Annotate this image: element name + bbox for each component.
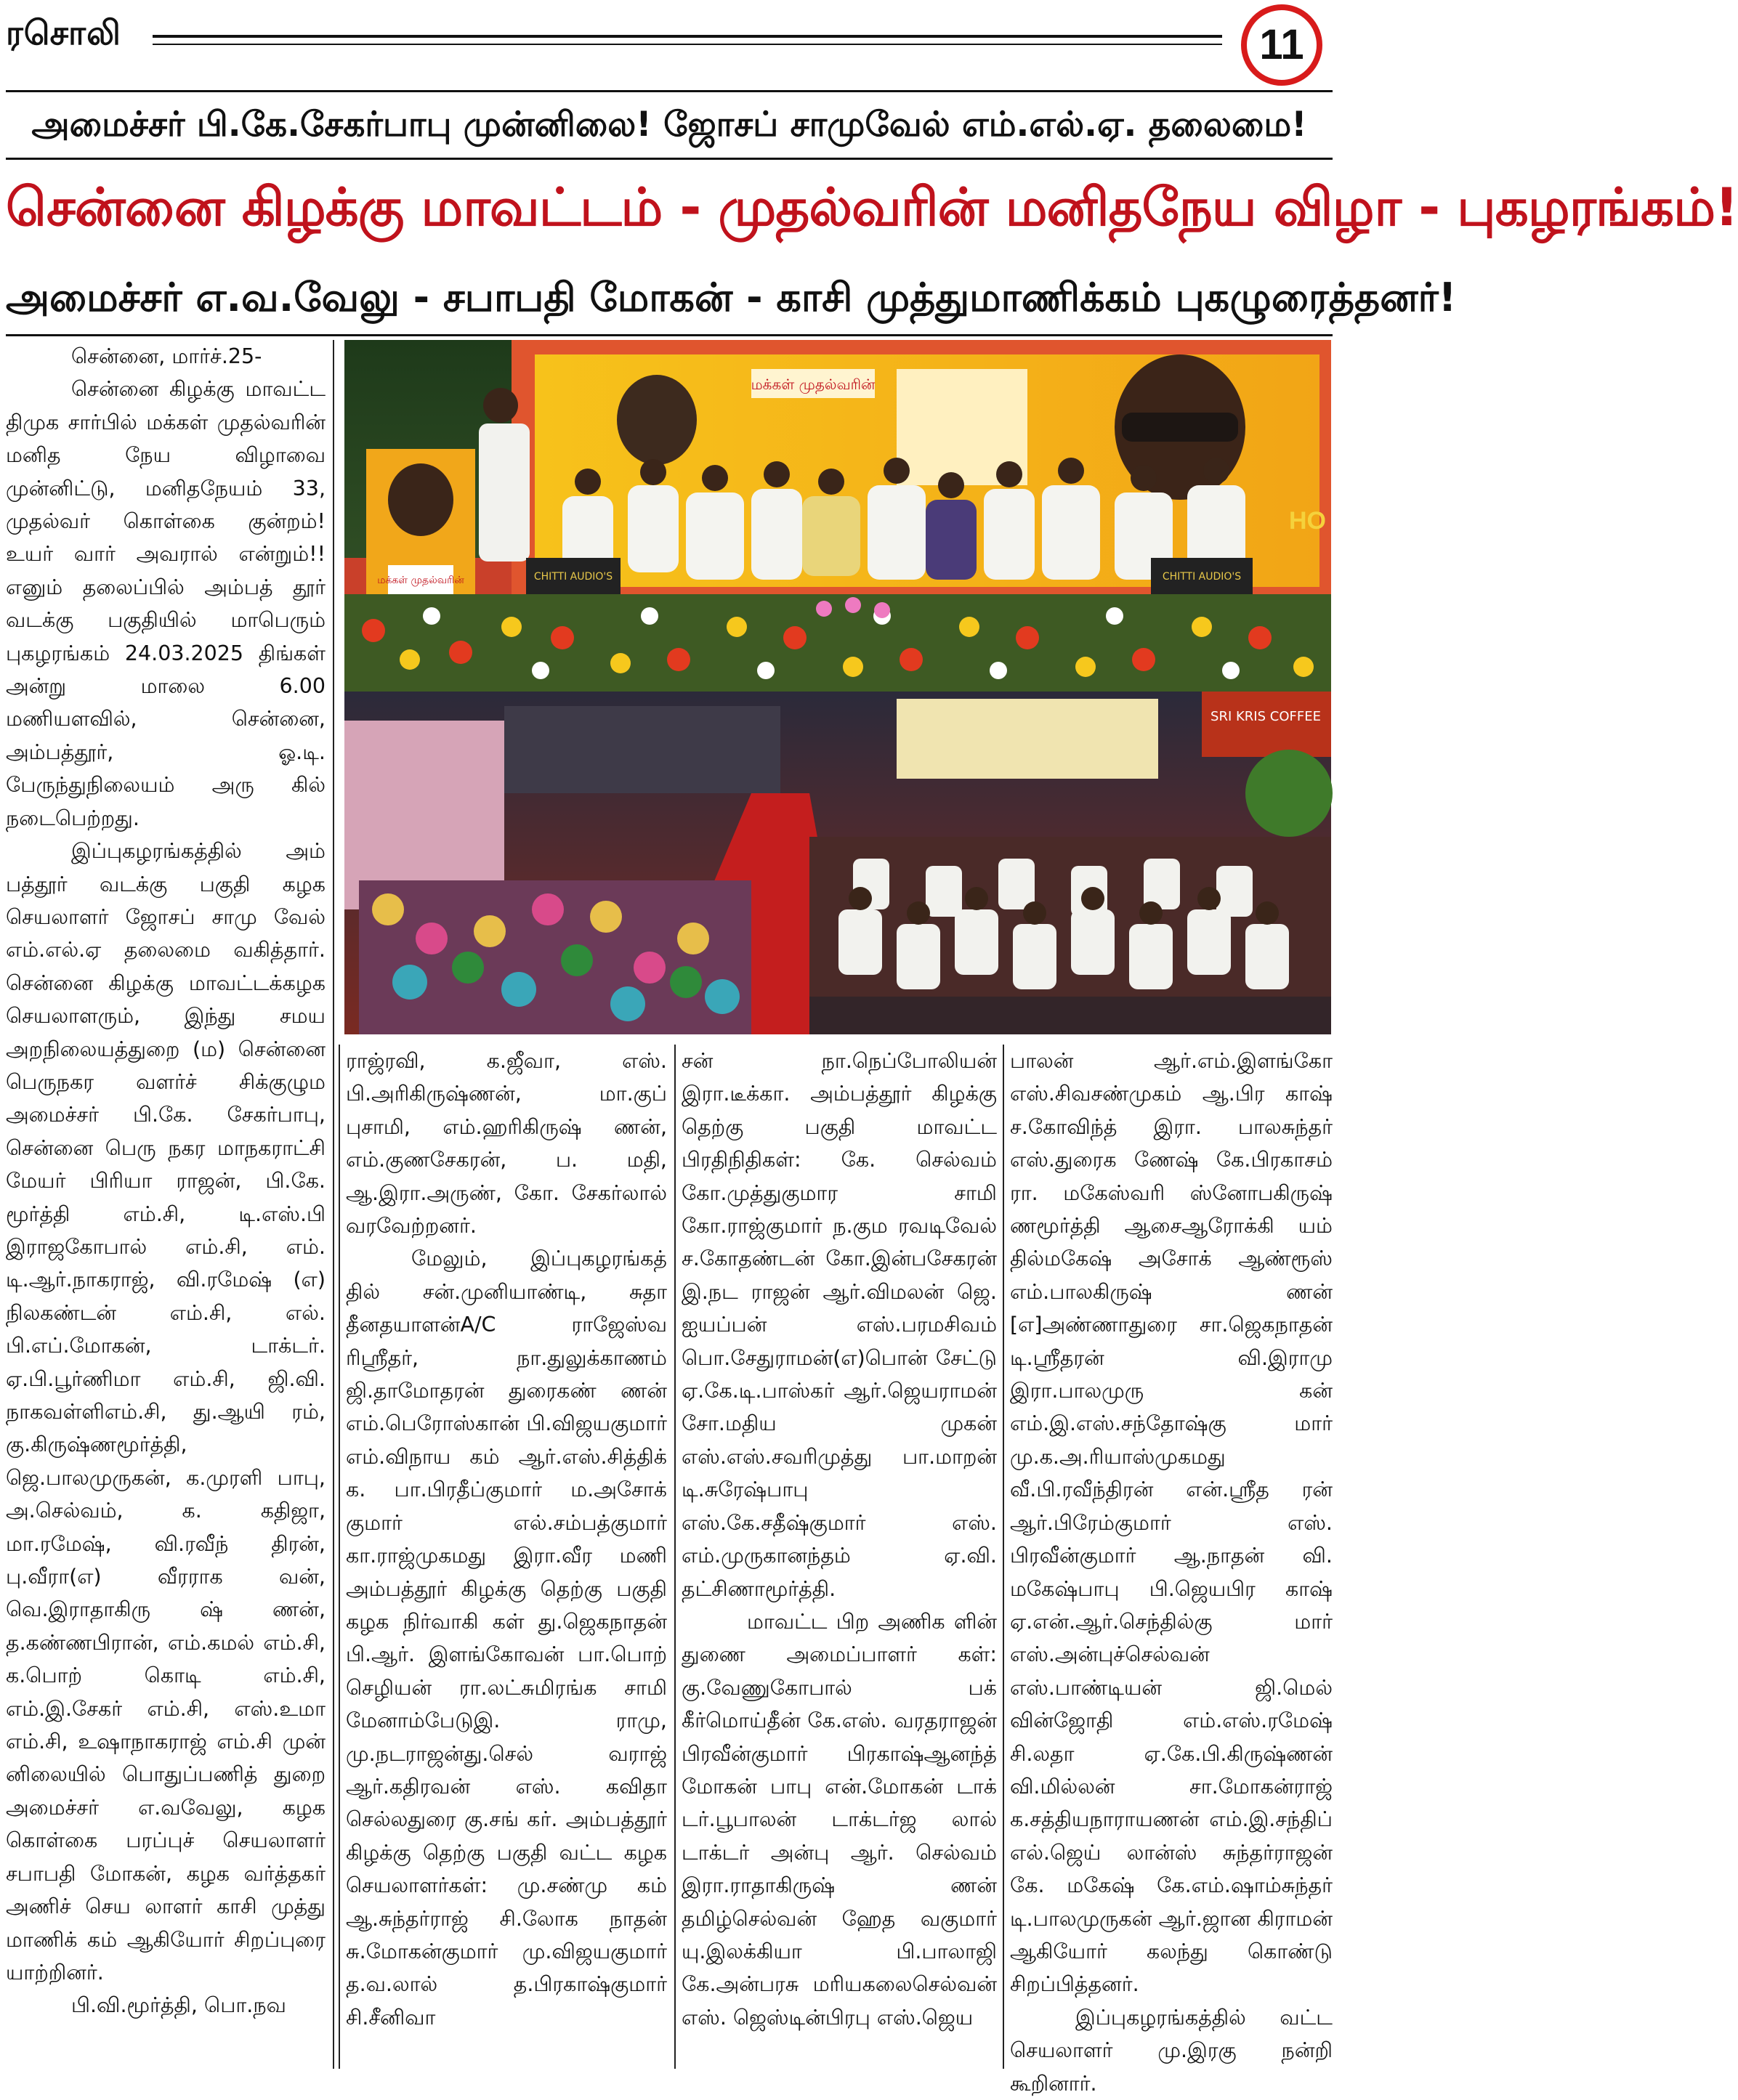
masthead: [0, 0, 1338, 78]
article-paragraph: மாவட்ட பிற அணிக ளின் துணை அமைப்பாளர் கள்: கு.வேணுகோபால் பக் கீர்மொய்தீன் கே.எஸ். வரதராஜன் பிரவீன்குமார் பிரகாஷ்ஆனந்த் மோகன் பாபு என்.மோகன் டாக் டர்.பூபாலன் டாக்டர்ஜ லால் டாக்டர் அன்பு ஆர். செல்வம் இரா.ராதாகிருஷ் ணன் தமிழ்செல்வன் ஹேத வகுமார் யு.இலக்கியா பி.பாலாஜி கே.அன்பரசு மரியகலைசெல்வன் எஸ். ஜெஸ்டின்பிரபு எஸ்.ஜெய: [682, 1609, 997, 2030]
article-paragraph: மேலும், இப்புகழரங்கத் தில் சன்.முனியாண்டி, சுதா தீனதயாளன்A/C ராஜேஸ்வ ரிஸ்ரீதர், நா.துலுக்காணம் ஜி.தாமோதரன் துரைகண் ணன் எம்.பெரோஸ்கான் பி.விஜயகுமார் எம்.விநாய கம் ஆர்.எஸ்.சித்திக் க. பா.பிரதீப்குமார் ம.அசோக் குமார் எல்.சம்பத்குமார் கா.ராஜ்முகமது இரா.வீர மணி அம்பத்தூர் கிழக்கு தெற்கு பகுதி கழக நிர்வாகி கள் து.ஜெகநாதன் பி.ஆர். இளங்கோவன் பா.பொற் செழியன் ரா.லட்சுமிரங்க சாமி மேனாம்பேடுஇ. ராமு, மு.நடராஜன்து.செல் வராஜ் ஆர்.கதிரவன் எஸ். கவிதா செல்லதுரை கு.சங் கர். அம்பத்தூர் கிழக்கு தெற்கு பகுதி வட்ட கழக செயலாளர்கள்: மு.சண்மு கம் ஆ.சுந்தர்ராஜ் சி.லோக நாதன் சு.மோகன்குமார் மு.விஜயகுமார் த.வ.லால் த.பிரகாஷ்குமார் சி.சீனிவா: [346, 1246, 667, 2030]
stage-photo: [344, 340, 1331, 692]
article-paragraph: இப்புகழரங்கத்தில் வட்ட செயலாளர் மு.இரகு நன்றி கூறினார்.: [1010, 2005, 1333, 2096]
crowd-photo-illustration: [344, 692, 1331, 1034]
article-paragraph: பாலன் ஆர்.எம்.இளங்கோ எஸ்.சிவசண்முகம் ஆ.பிர காஷ் ச.கோவிந்த் இரா. பாலசுந்தர் எஸ்.துரைக ணேஷ் கே.பிரகாசம் ரா. மகேஸ்வரி ஸ்னோபகிருஷ் ணமூர்த்தி ஆசைஆரோக்கி யம் தில்மகேஷ் அசோக் ஆண்ரூஸ் எம்.பாலகிருஷ் ணன் [எ]அண்ணாதுரை சா.ஜெகநாதன் டி.ஸ்ரீதரன் வி.இராமு இரா.பாலமுரு கன் எம்.இ.எஸ்.சந்தோஷ்கு மார் மு.க.அ.ரியாஸ்முகமது வீ.பி.ரவீந்திரன் என்.ஸ்ரீத ரன் ஆர்.பிரேம்குமார் எஸ். பிரவீன்குமார் ஆ.நாதன் வி. மகேஷ்பாபு பி.ஜெயபிர காஷ் ஏ.என்.ஆர்.செந்தில்கு மார் எஸ்.அன்புச்செல்வன் எஸ்.பாண்டியன் ஜி.மெல் வின்ஜோதி எம்.எஸ்.ரமேஷ் சி.லதா ஏ.கே.பி.கிருஷ்ணன் வி.மில்லன் சா.மோகன்ராஜ் க.சத்தியநாராயணன் எம்.இ.சந்திப் எல்.ஜெய் லான்ஸ் சுந்தர்ராஜன் கே. மகேஷ் கே.எம்.ஷாம்சுந்தர் டி.பாலமுருகன் ஆர்.ஜான கிராமன் ஆகியோர் கலந்து கொண்டு சிறப்பித்தனர்.: [1010, 1049, 1333, 1997]
article-paragraph: பி.வி.மூர்த்தி, பொ.நவ: [71, 1993, 286, 2018]
article-paragraph: சன் நா.நெப்போலியன் இரா.டீக்கா. அம்பத்தூர் கிழக்கு தெற்கு பகுதி மாவட்ட பிரதிநிதிகள்: கே. செல்வம் கோ.முத்துகுமார சாமி கோ.ராஜ்குமார் ந.கும ரவடிவேல் ச.கோதண்டன் கோ.இன்பசேகரன் இ.நட ராஜன் ஆர்.விமலன் ஜெ. ஐயப்பன் எஸ்.பரமசிவம் பொ.சேதுராமன்(எ)பொன் சேட்டு ஏ.கே.டி.பாஸ்கர் ஆர்.ஜெயராமன் சோ.மதிய முகன் எஸ்.எஸ்.சவரிமுத்து பா.மாறன் டி.சுரேஷ்பாபு எஸ்.கே.சதீஷ்குமார் எஸ். எம்.முருகானந்தம் ஏ.வி. தட்சிணாமூர்த்தி.: [682, 1049, 997, 1601]
article-paragraph: ராஜ்ரவி, க.ஜீவா, எஸ். பி.அரிகிருஷ்ணன், மா.குப் புசாமி, எம்.ஹரிகிருஷ் ணன், எம்.குணசேகரன், ப. மதி, ஆ.இரா.அருண், கோ. சேகர்லால் வரவேற்றனர்.: [346, 1049, 667, 1238]
article-column-3: [674, 1045, 997, 2069]
article-paragraph: இப்புகழரங்கத்தில் அம் பத்தூர் வடக்கு பகுதி கழக செயலாளர் ஜோசப் சாமு வேல் எம்.எல்.ஏ தலைமை வகித்தார். சென்னை கிழக்கு மாவட்டக்கழக செயலாளரும், இந்து சமய அறநிலையத்துறை (ம) சென்னை பெருநகர வளர்ச் சிக்குழும அமைச்சர் பி.கே. சேகர்பாபு, சென்னை பெரு நகர மாநகராட்சி மேயர் பிரியா ராஜன், பி.கே. மூர்த்தி எம்.சி, டி.எஸ்.பி இராஜகோபால் எம்.சி, எம். டி.ஆர்.நாகராஜ், வி.ரமேஷ் (எ) நிலகண்டன் எம்.சி, எல். பி.எப்.மோகன், டாக்டர். ஏ.பி.பூர்ணிமா எம்.சி, ஜி.வி. நாகவள்ளிஎம்.சி, து.ஆயி ரம், கு.கிருஷ்ணமூர்த்தி, ஜெ.பாலமுருகன், க.முரளி பாபு, அ.செல்வம், க. கதிஜா, மா.ரமேஷ், வி.ரவீந் திரன், பு.வீரா(எ) வீரராக வன், வெ.இராதாகிரு ஷ் ணன், த.கண்ணபிரான், எம்.கமல் எம்.சி, க.பொற் கொடி எம்.சி, எம்.இ.சேகர் எம்.சி, எஸ்.உமா எம்.சி, உஷாநாகராஜ் எம்.சி முன் னிலையில் பொதுப்பணித் துறை அமைச்சர் எ.வவேலு, கழக கொள்கை பரப்புச் செயலாளர் சபாபதி மோகன், கழக வர்த்தகர் அணிச் செய லாளர் காசி முத்து மாணிக் கம் ஆகியோர் சிறப்புரை யாற்றினர்.: [6, 839, 326, 1985]
sound-system-label-right: CHITTI AUDIO'S: [1162, 571, 1242, 583]
newspaper-name: ரசொலி: [6, 13, 121, 52]
stage-photo-illustration: [344, 340, 1331, 692]
article-column-4: [1003, 1045, 1333, 2096]
hoarding-text: HO: [1289, 507, 1326, 535]
subheadline: அமைச்சர் எ.வ.வேலு - சபாபதி மோகன் - காசி முத்துமாணிக்கம் புகழுரைத்தனர்!: [6, 262, 1333, 336]
masthead-rule: [153, 35, 1222, 45]
dateline: சென்னை, மார்ச்.25-: [71, 344, 262, 368]
sound-system-label-left: CHITTI AUDIO'S: [533, 571, 613, 583]
shop-sign: SRI KRIS COFFEE: [1210, 709, 1321, 724]
article-paragraph: சென்னை கிழக்கு மாவட்ட திமுக சார்பில் மக்கள் முதல்வரின் மனித நேய விழாவை முன்னிட்டு, மனிதநேயம் 33, முதல்வர் கொள்கை குன்றம்! உயர் வார் அவரால் என்றும்!! எனும் தலைப்பில் அம்பத் தூர் வடக்கு பகுதியில் மாபெரும் புகழரங்கம் 24.03.2025 திங்கள் அன்று மாலை 6.00 மணியளவில், சென்னை, அம்பத்தூர், ஓ.டி. பேருந்துநிலையம் அரு கில் நடைபெற்றது.: [6, 377, 326, 830]
column-divider: [333, 340, 334, 2069]
podium-banner-text: மக்கள் முதல்வரின்: [377, 575, 464, 586]
kicker-line: அமைச்சர் பி.கே.சேகர்பாபு முன்னிலை! ஜோசப் சாமுவேல் எம்.எல்.ஏ. தலைமை!: [6, 90, 1333, 160]
headline: சென்னை கிழக்கு மாவட்டம் - முதல்வரின் மனிதநேய விழா - புகழரங்கம்!: [6, 177, 1738, 238]
crowd-photo: [344, 692, 1331, 1034]
article-column-1: [6, 340, 326, 2069]
banner-title-text: மக்கள் முதல்வரின்: [751, 376, 876, 393]
page-number-badge: 11: [1241, 4, 1322, 86]
article-column-2: [339, 1045, 667, 2069]
